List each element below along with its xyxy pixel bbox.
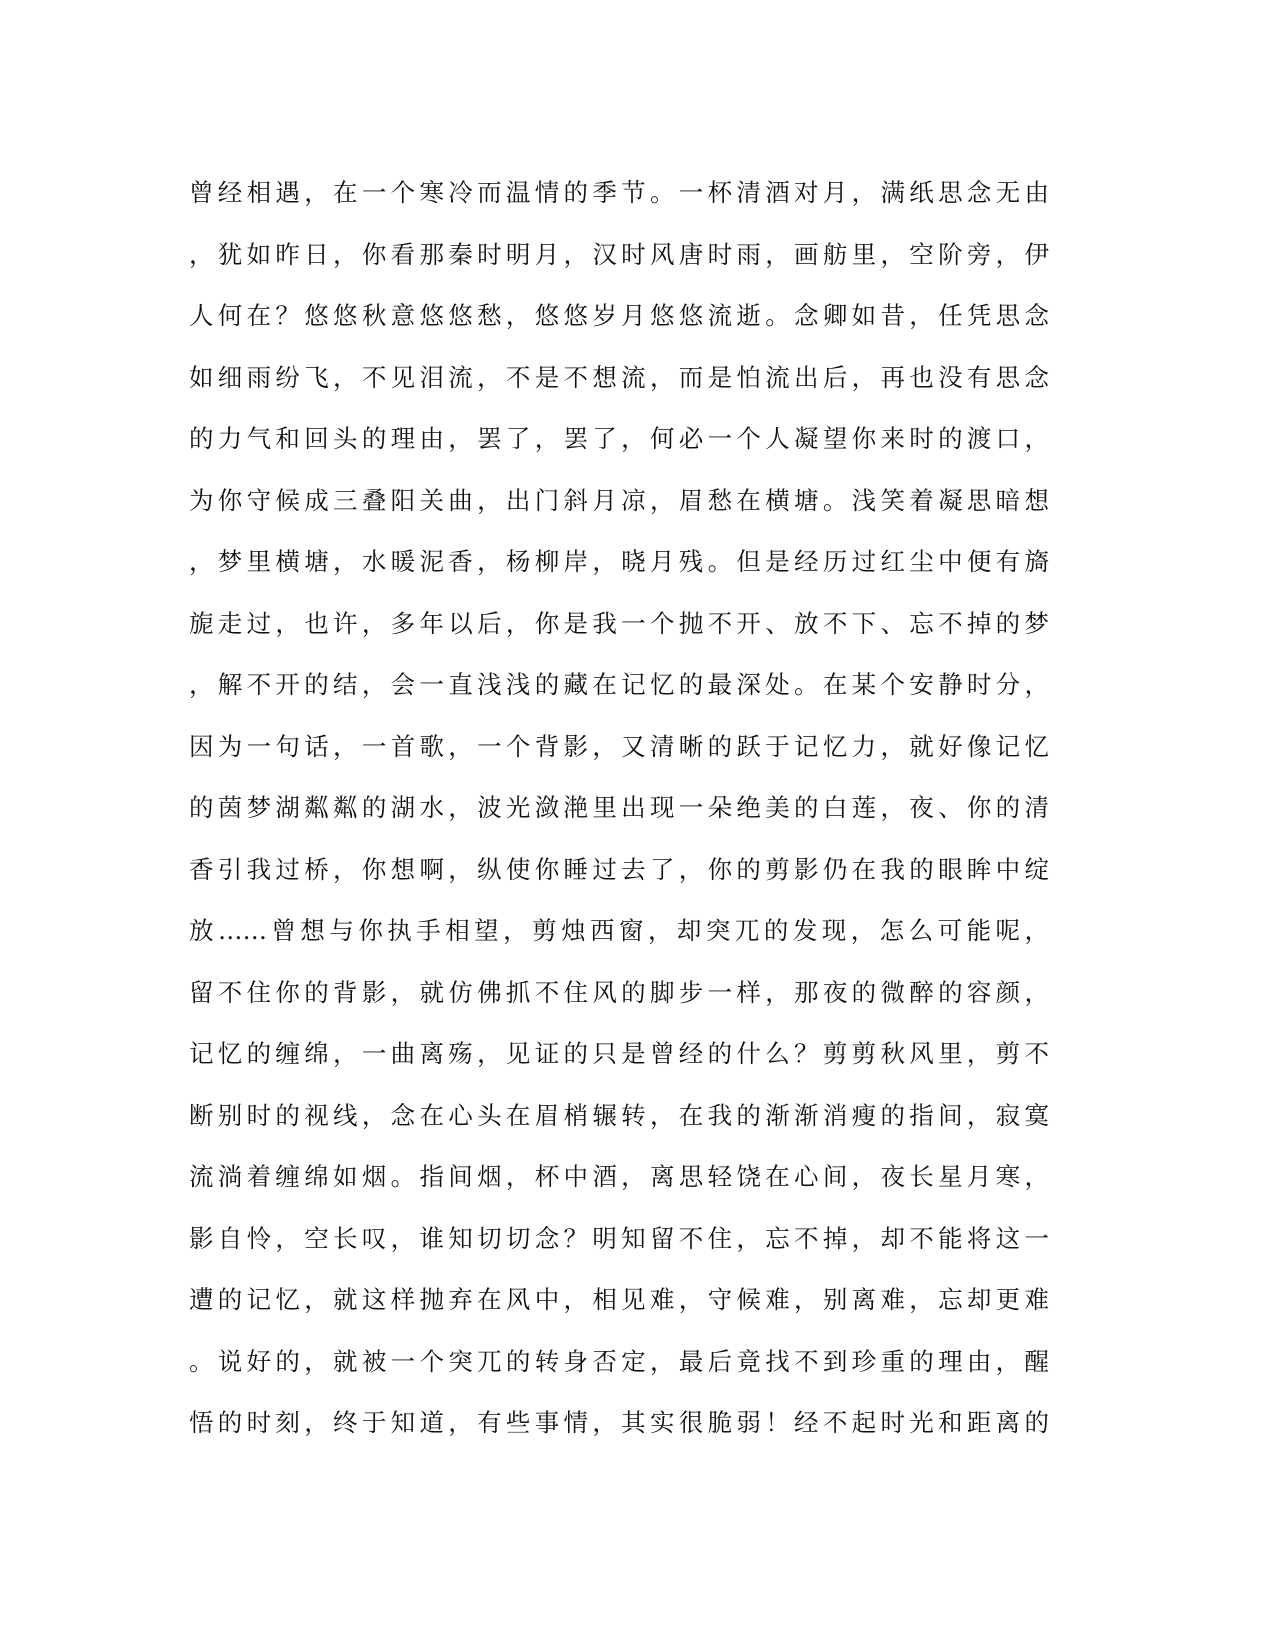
text-line: 旎走过，也许，多年以后，你是我一个抛不开、放不下、忘不掉的梦 bbox=[189, 608, 1049, 638]
text-line: 香引我过桥，你想啊，纵使你睡过去了，你的剪影仍在我的眼眸中绽 bbox=[189, 854, 1049, 884]
text-line: 流淌着缠绵如烟。指间烟，杯中酒，离思轻饶在心间，夜长星月寒， bbox=[189, 1162, 1049, 1191]
text-line: 断别时的视线，念在心头在眉梢辗转，在我的渐渐消瘦的指间，寂寞 bbox=[189, 1100, 1049, 1130]
text-line: 遭的记忆，就这样抛弃在风中，相见难，守候难，别离难，忘却更难 bbox=[189, 1285, 1049, 1314]
body-text bbox=[189, 162, 1049, 1454]
text-line: 悟的时刻，终于知道，有些事情，其实很脆弱！经不起时光和距离的 bbox=[189, 1408, 1049, 1437]
text-line: 。说好的，就被一个突兀的转身否定，最后竟找不到珍重的理由，醒 bbox=[189, 1346, 1049, 1376]
text-line: 为你守候成三叠阳关曲，出门斜月凉，眉愁在横塘。浅笑着凝思暗想 bbox=[189, 485, 1049, 515]
text-line: 因为一句话，一首歌，一个背影，又清晰的跃于记忆力，就好像记忆 bbox=[189, 731, 1049, 761]
text-line: 曾经相遇，在一个寒冷而温情的季节。一杯清酒对月，满纸思念无由 bbox=[189, 178, 1049, 207]
text-line: 记忆的缠绵，一曲离殇，见证的只是曾经的什么？剪剪秋风里，剪不 bbox=[189, 1039, 1049, 1068]
text-line: ，犹如昨日，你看那秦时明月，汉时风唐时雨，画舫里，空阶旁，伊 bbox=[189, 239, 1049, 269]
text-line: 留不住你的背影，就仿佛抓不住风的脚步一样，那夜的微醉的容颜， bbox=[189, 977, 1049, 1007]
text-line: ，解不开的结，会一直浅浅的藏在记忆的最深处。在某个安静时分， bbox=[189, 670, 1049, 699]
text-line: 如细雨纷飞，不见泪流，不是不想流，而是怕流出后，再也没有思念 bbox=[189, 362, 1049, 392]
text-line: 影自怜，空长叹，谁知切切念？明知留不住，忘不掉，却不能将这一 bbox=[189, 1223, 1049, 1253]
text-line: ，梦里横塘，水暖泥香，杨柳岸，晓月残。但是经历过红尘中便有旖 bbox=[189, 547, 1049, 576]
text-line: 的茵梦湖粼粼的湖水，波光潋滟里出现一朵绝美的白莲，夜、你的清 bbox=[189, 793, 1049, 822]
text-line: 放……曾想与你执手相望，剪烛西窗，却突兀的发现，怎么可能呢， bbox=[189, 916, 1049, 945]
text-line: 的力气和回头的理由，罢了，罢了，何必一个人凝望你来时的渡口， bbox=[189, 424, 1049, 453]
text-line: 人何在？悠悠秋意悠悠愁，悠悠岁月悠悠流逝。念卿如昔，任凭思念 bbox=[189, 301, 1049, 330]
